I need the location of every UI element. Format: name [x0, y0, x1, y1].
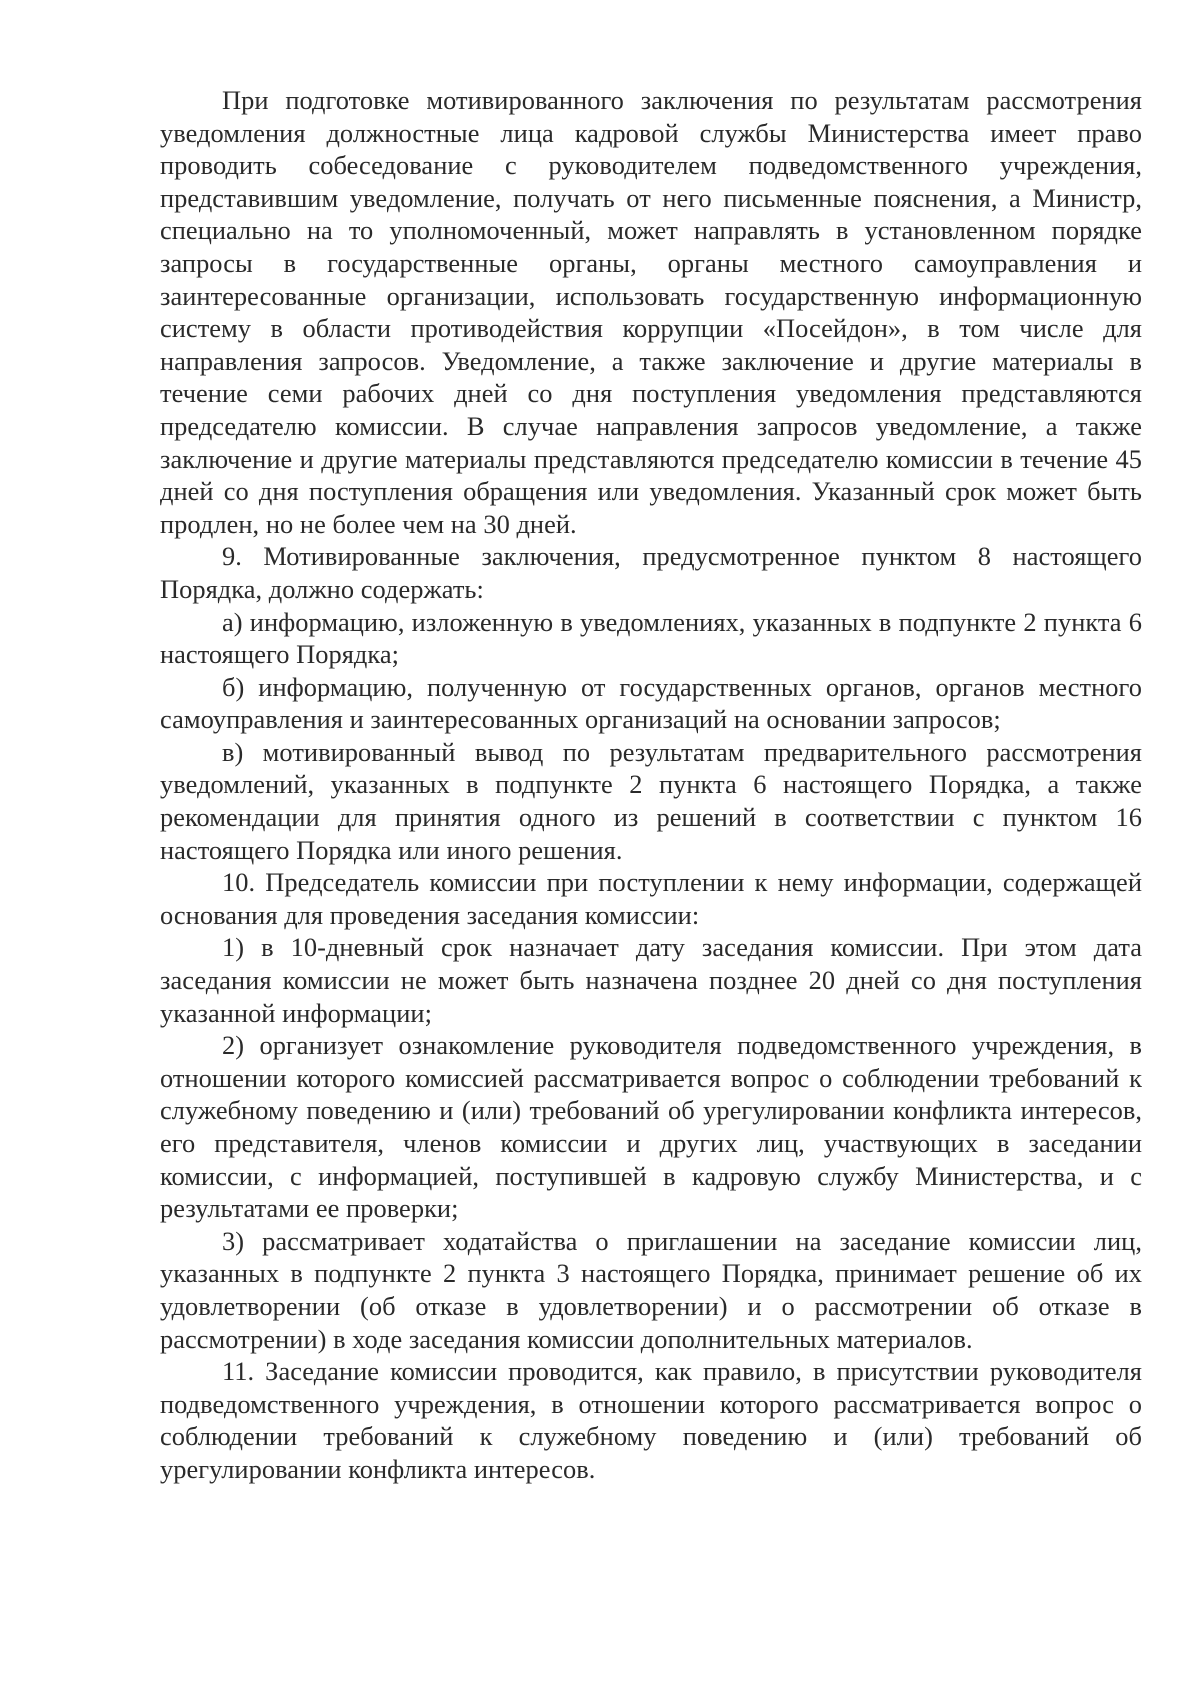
- paragraph-10: 10. Председатель комиссии при поступлении к нему информации, содержащей основания для проведения заседания комиссии:: [160, 867, 1142, 930]
- document-body: [160, 84, 1142, 1486]
- paragraph-9-b: б) информацию, полученную от государственных органов, органов местного самоуправления и заинтересованных организаций на основании запросов;: [160, 671, 1142, 735]
- paragraph-preliminary-review: При подготовке мотивированного заключения по результатам рассмотрения уведомления должностные лица кадровой службы Министерства имеет право проводить собеседование с руководителем подведомственного учреждения, представившим уведомление, получать от него письменные пояснения, а Министр, специально на то уполномоченный, может направлять в установленном порядке запросы в государственные органы, органы местного самоуправления и заинтересованные организации, использовать государственную информационную систему в области противодействия коррупции «Посейдон», в том числе для направления запросов. Уведомление, а также заключение и другие материалы в течение семи рабочих дней со дня поступления уведомления представляются председателю комиссии. В случае направления запросов уведомление, а также заключение и другие материалы представляются председателю комиссии в течение 45 дней со дня поступления обращения или уведомления. Указанный срок может быть продлен, но не более чем на 30 дней.: [160, 85, 1142, 539]
- paragraph-10-1: 1) в 10-дневный срок назначает дату заседания комиссии. При этом дата заседания комиссии не может быть назначена позднее 20 дней со дня поступления указанной информации;: [160, 932, 1142, 1028]
- paragraph-10-3: 3) рассматривает ходатайства о приглашении на заседание комиссии лиц, указанных в подпункте 2 пункта 3 настоящего Порядка, принимает решение об их удовлетворении (об отказе в удовлетворении) и о рассмотрении об отказе в рассмотрении) в ходе заседания комиссии дополнительных материалов.: [160, 1225, 1142, 1354]
- paragraph-10-2: 2) организует ознакомление руководителя подведомственного учреждения, в отношении которого комиссией рассматривается вопрос о соблюдении требований к служебному поведению и (или) требований об урегулировании конфликта интересов, его представителя, членов комиссии и других лиц, участвующих в заседании комиссии, с информацией, поступившей в кадровую службу Министерства, и с результатами ее проверки;: [160, 1030, 1142, 1224]
- paragraph-9: 9. Мотивированные заключения, предусмотренное пунктом 8 настоящего Порядка, должно содержать:: [160, 541, 1142, 604]
- paragraph-11: 11. Заседание комиссии проводится, как правило, в присутствии руководителя подведомственного учреждения, в отношении которого рассматривается вопрос о соблюдении требований к служебному поведению и (или) требований об урегулировании конфликта интересов.: [160, 1356, 1142, 1484]
- paragraph-9-a: а) информацию, изложенную в уведомлениях, указанных в подпункте 2 пункта 6 настоящего Порядка;: [160, 606, 1142, 670]
- paragraph-9-c: в) мотивированный вывод по результатам предварительного рассмотрения уведомлений, указанных в подпункте 2 пункта 6 настоящего Порядка, а также рекомендации для принятия одного из решений в соответствии с пунктом 16 настоящего Порядка или иного решения.: [160, 736, 1142, 865]
